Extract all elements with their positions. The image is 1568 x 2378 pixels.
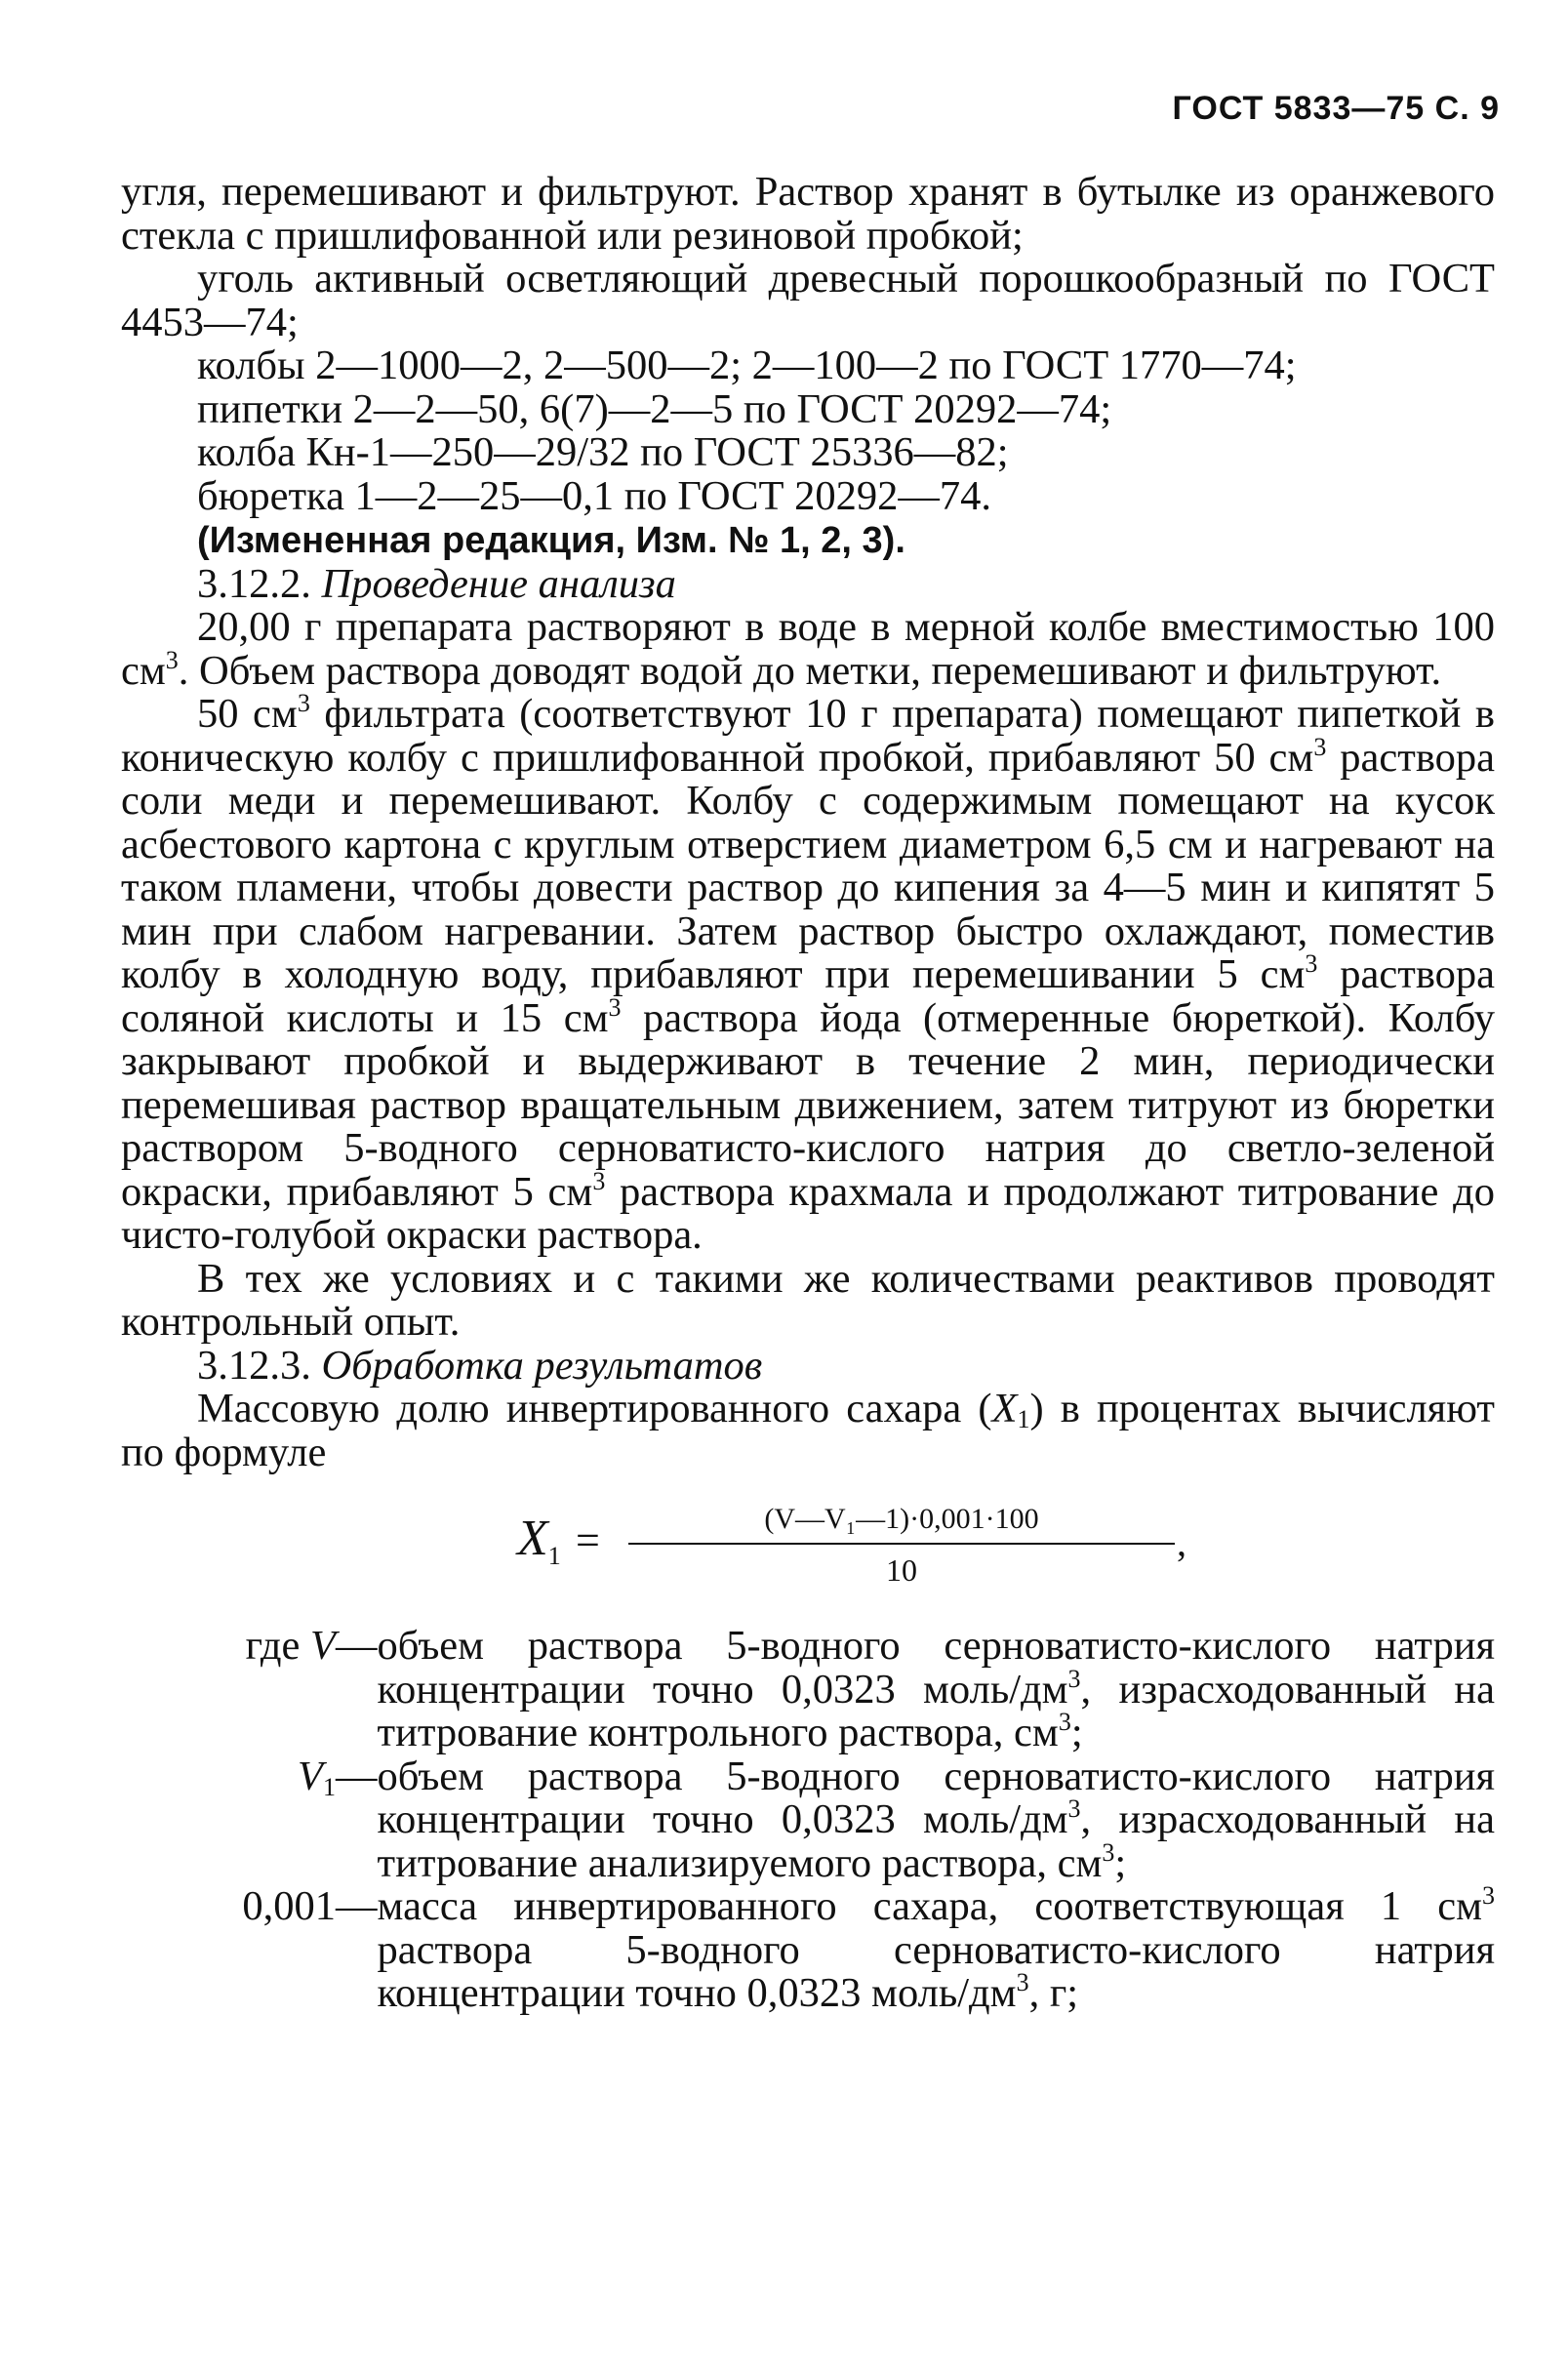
formula-lhs: [517, 1511, 561, 1579]
formula-denominator: 10: [886, 1552, 917, 1588]
superscript: 3: [592, 1166, 606, 1195]
variable: X: [991, 1386, 1018, 1431]
section-title: Проведение анализа: [321, 560, 676, 607]
paragraph: колбы 2—1000—2, 2—500—2; 2—100—2 по ГОСТ 1770—74;: [197, 343, 1297, 388]
where-dash: —: [336, 1883, 378, 1929]
where-item: [121, 1881, 1495, 2016]
formula-comma: ,: [1177, 1520, 1186, 1564]
fraction-bar: [628, 1543, 1175, 1545]
text-run: 20,00 г препарата растворяют в воде в мерной колбе вместимостью 100 см: [121, 604, 1495, 694]
formula: [121, 1494, 1495, 1601]
where-term: [121, 1625, 336, 1669]
text-run: . Объем раствора доводят водой до метки, перемешивают и фильтруют.: [178, 647, 1442, 694]
where-list: [121, 1625, 1495, 2016]
running-header: ГОСТ 5833—75 С. 9: [1172, 90, 1500, 127]
subscript: 1: [323, 1772, 336, 1801]
text-run: фильтрата (соответствуют 10 г препарата) помещают пипеткой в коническую колбу с пришлифованной пробкой, прибавляют 50 см: [121, 691, 1496, 781]
formula-numerator: (V—V₁—1)·0,001·100: [764, 1503, 1039, 1535]
superscript: 3: [1482, 1881, 1495, 1910]
text-run: , израсходованный на титрование анализируемого раствора, см: [377, 1796, 1495, 1886]
paragraph: пипетки 2—2—50, 6(7)—2—5 по ГОСТ 20292—74;: [197, 385, 1112, 432]
subscript: 1: [1017, 1405, 1030, 1433]
superscript: 3: [1305, 949, 1318, 978]
formula-equals: =: [576, 1516, 600, 1564]
where-term: [121, 1755, 336, 1799]
text-run: , израсходованный на титрование контрольного раствора, см: [377, 1666, 1495, 1755]
amendment-note: [121, 518, 1495, 563]
text-run: раствора крахмала и продолжают титрование до чисто-голубой окраски раствора.: [121, 1168, 1496, 1258]
document-body: [121, 171, 1495, 2016]
where-desc: [378, 1755, 1496, 1886]
section-heading: [121, 1342, 1495, 1389]
formula-lhs-var: X: [517, 1511, 548, 1566]
formula-lhs-sub: 1: [547, 1542, 561, 1570]
paragraph: В тех же условиях и с такими же количествами реактивов проводят контрольный опыт.: [121, 1255, 1495, 1345]
superscript: 3: [608, 992, 622, 1022]
where-dash: —: [336, 1753, 378, 1799]
text-run: масса инвертированного сахара, соответствующая 1 см: [377, 1883, 1482, 1929]
section-number: 3.12.3.: [197, 1342, 311, 1389]
variable: V: [298, 1753, 323, 1799]
where-term: 0,001: [242, 1883, 336, 1929]
where-item: [121, 1755, 1495, 1886]
where-dash: —: [336, 1623, 378, 1669]
text-run: раствора соляной кислоты и 15 см: [121, 951, 1495, 1041]
where-desc: [377, 1881, 1496, 2016]
section-heading: [121, 560, 1495, 607]
where-desc: [378, 1625, 1496, 1755]
text-run: раствора 5-водного серноватисто-кислого натрия концентрации точно 0,0323 моль/дм: [377, 1926, 1495, 2016]
where-item: [121, 1625, 1495, 1755]
superscript: 3: [1058, 1708, 1071, 1736]
superscript: 3: [1016, 1968, 1029, 1996]
paragraph: угля, перемешивают и фильтруют. Раствор хранят в бутылке из оранжевого стекла с пришлифованной или резиновой пробкой;: [121, 169, 1495, 259]
where-lead: где: [245, 1623, 301, 1669]
text-run: ) в процентах вычисляют по формуле: [121, 1386, 1495, 1475]
superscript: 3: [1067, 1664, 1081, 1693]
section-title: Обработка результатов: [321, 1342, 763, 1389]
variable: V: [310, 1623, 336, 1669]
superscript: 3: [165, 645, 179, 674]
text-run: раствора йода (отмеренные бюреткой). Колбу закрывают пробкой и выдерживают в течение 2 мин, периодически перемешивая раствор вращательным движением, затем титруют из бюретки раствором 5-водного серноватисто-кислого натрия до светло-зеленой окраски, прибавляют 5 см: [121, 994, 1495, 1215]
text-run: , г;: [1028, 1970, 1079, 2016]
amendment-note-text: (Измененная редакция, Изм. № 1, 2, 3).: [197, 520, 905, 561]
text-run: ;: [1070, 1710, 1083, 1755]
superscript: 3: [1313, 732, 1327, 761]
paragraph: [121, 606, 1495, 693]
text-run: объем раствора 5-водного серноватисто-кислого натрия концентрации точно 0,0323 моль/дм: [377, 1753, 1495, 1842]
text-run: раствора соли меди и перемешивают. Колбу с содержимым помещают на кусок асбестового картона с круглым отверстием диаметром 6,5 см и нагревают на таком пламени, чтобы довести раствор до кипения за 4—5 мин и кипятят 5 мин при слабом нагревании. Затем раствор быстро охлаждают, поместив колбу в холодную воду, прибавляют при перемешивании 5 см: [121, 734, 1495, 997]
text-run: объем раствора 5-водного серноватисто-кислого натрия концентрации точно 0,0323 моль/дм: [377, 1623, 1495, 1713]
superscript: 3: [297, 689, 310, 717]
superscript: 3: [1102, 1837, 1115, 1867]
paragraph: [121, 1388, 1495, 1474]
paragraph: бюретка 1—2—25—0,1 по ГОСТ 20292—74.: [197, 472, 991, 519]
text-run: Массовую долю инвертированного сахара (: [197, 1386, 992, 1431]
paragraph: [121, 689, 1496, 1258]
section-number: 3.12.2.: [197, 560, 311, 607]
text-run: ;: [1114, 1839, 1127, 1886]
paragraph: уголь активный осветляющий древесный порошкообразный по ГОСТ 4453—74;: [121, 256, 1495, 345]
paragraph: колба Кн-1—250—29/32 по ГОСТ 25336—82;: [197, 429, 1009, 475]
superscript: 3: [1067, 1794, 1081, 1823]
text-run: 50 см: [197, 691, 298, 737]
